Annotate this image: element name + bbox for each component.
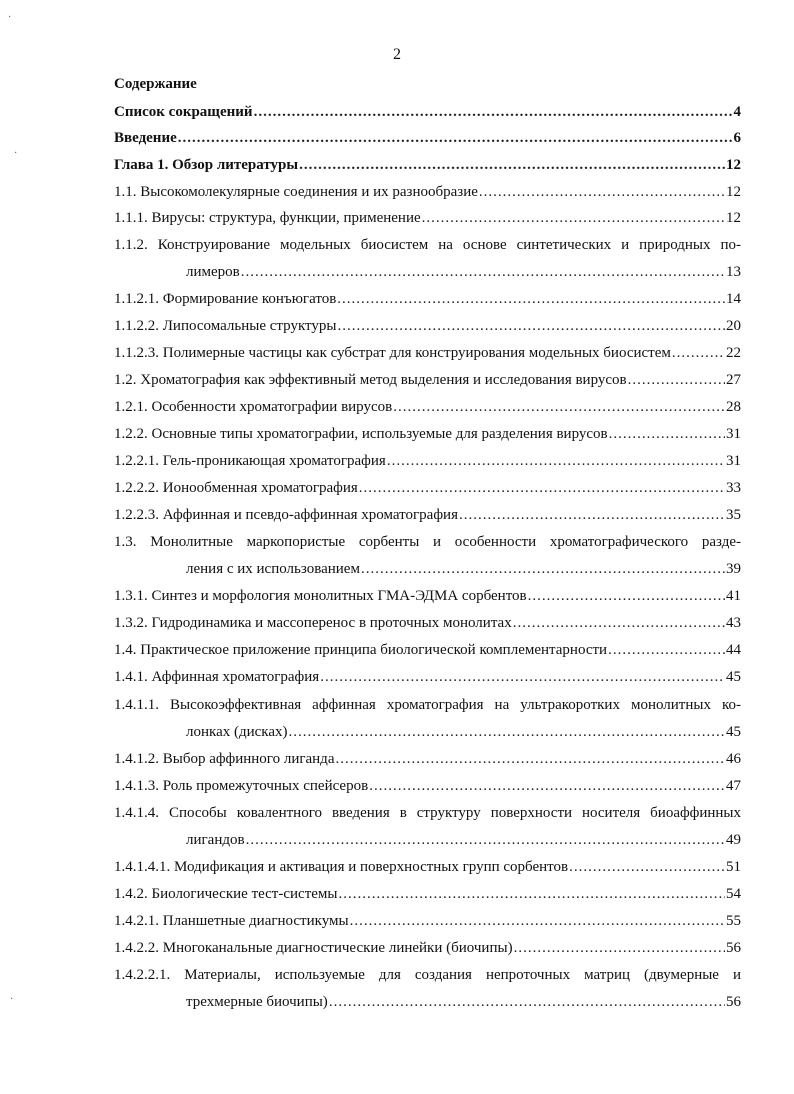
toc-entry-line1[interactable]: 1.3. Монолитные маркопористые сорбенты и особенности хроматографического разде- — [114, 534, 741, 550]
toc-entry[interactable]: лимеров ..... 13 — [186, 263, 741, 281]
toc-entry[interactable]: 1.1.2.2. Липосомальные структуры ..... 20 — [114, 317, 741, 335]
toc-entry[interactable]: 1.4.1.4.1. Модификация и активация и поверхностных групп сорбентов ..... 51 — [114, 858, 741, 876]
toc-entry[interactable]: 1.2.2.2. Ионообменная хроматография ..... 33 — [114, 479, 741, 497]
toc-entry[interactable]: 1.4.2. Биологические тест-системы ..... 54 — [114, 885, 741, 903]
toc-entry-line1[interactable]: 1.4.2.2.1. Материалы, используемые для создания непроточных матриц (двумерные и — [114, 967, 741, 983]
scan-artifact: · — [14, 148, 18, 159]
toc-entry[interactable]: 1.1.2.1. Формирование конъюгатов ..... 14 — [114, 290, 741, 308]
toc-entry[interactable]: 1.4.1. Аффинная хроматография ..... 45 — [114, 668, 741, 686]
scan-artifact: · — [10, 994, 14, 1005]
toc-entry[interactable]: лонках (дисках) ..... 45 — [186, 723, 741, 741]
toc-entry[interactable]: 1.3.1. Синтез и морфология монолитных ГМА-ЭДМА сорбентов ..... 41 — [114, 587, 741, 605]
page-number: 2 — [393, 46, 401, 63]
toc-entry[interactable]: 1.1. Высокомолекулярные соединения и их разнообразие ..... 12 — [114, 183, 741, 201]
toc-entry[interactable]: 1.4. Практическое приложение принципа биологической комплементарности ..... 44 — [114, 641, 741, 659]
toc-entry[interactable]: 1.2. Хроматография как эффективный метод выделения и исследования вирусов ..... 27 — [114, 371, 741, 389]
toc-entry[interactable]: 1.2.1. Особенности хроматографии вирусов ..... 28 — [114, 398, 741, 416]
toc-entry[interactable]: 1.1.1. Вирусы: структура, функции, применение ..... 12 — [114, 209, 741, 227]
toc-entry[interactable]: 1.1.2.3. Полимерные частицы как субстрат для конструирования модельных биосистем ..... 22 — [114, 344, 741, 362]
toc-entry[interactable]: Глава 1. Обзор литературы ..... 12 — [114, 156, 741, 174]
toc-entry-line1[interactable]: 1.4.1.4. Способы ковалентного введения в структуру поверхности носителя биоаффинных — [114, 805, 741, 821]
scan-artifact: · — [8, 12, 12, 23]
toc-entry[interactable]: ления с их использованием ..... 39 — [186, 560, 741, 578]
toc-entry-line1[interactable]: 1.1.2. Конструирование модельных биосистем на основе синтетических и природных по- — [114, 237, 741, 253]
toc-entry[interactable]: трехмерные биочипы) ..... 56 — [186, 993, 741, 1011]
toc-entry[interactable]: 1.4.2.2. Многоканальные диагностические линейки (биочипы) ..... 56 — [114, 939, 741, 957]
toc-entry[interactable]: лигандов ..... 49 — [186, 831, 741, 849]
toc-entry-line1[interactable]: 1.4.1.1. Высокоэффективная аффинная хроматография на ультракоротких монолитных ко- — [114, 697, 741, 713]
toc-entry[interactable]: 1.4.2.1. Планшетные диагностикумы ..... 55 — [114, 912, 741, 930]
toc-entry[interactable]: 1.3.2. Гидродинамика и массоперенос в проточных монолитах ..... 43 — [114, 614, 741, 632]
toc-entry[interactable]: Введение ..... 6 — [114, 129, 741, 147]
toc-entry[interactable]: 1.2.2.3. Аффинная и псевдо-аффинная хроматография ..... 35 — [114, 506, 741, 524]
toc-entry[interactable]: 1.4.1.2. Выбор аффинного лиганда ..... 46 — [114, 750, 741, 768]
toc-entry[interactable]: 1.2.2.1. Гель-проникающая хроматография ..... 31 — [114, 452, 741, 470]
toc-entry[interactable]: 1.2.2. Основные типы хроматографии, используемые для разделения вирусов ..... 31 — [114, 425, 741, 443]
toc-heading: Содержание — [114, 76, 197, 92]
toc-entry[interactable]: 1.4.1.3. Роль промежуточных спейсеров ..... 47 — [114, 777, 741, 795]
toc-entry[interactable]: Список сокращений ..... 4 — [114, 103, 741, 121]
